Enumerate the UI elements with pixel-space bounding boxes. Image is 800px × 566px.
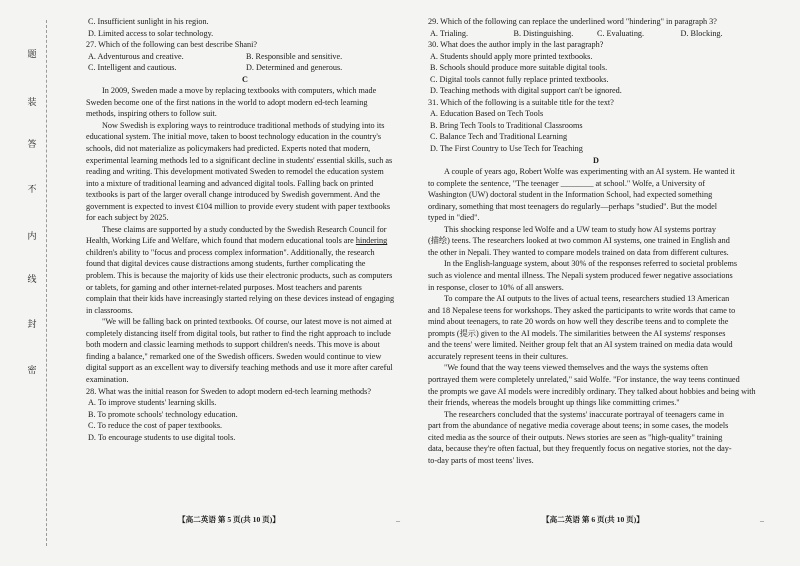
text-line: prompts (提示) given to the AI models. The similarities between the AI systems' responses: [428, 328, 726, 338]
q27-options-row-2: [86, 62, 404, 74]
q27-option-a: A. Adventurous and creative.: [88, 51, 184, 61]
binding-char: 不: [27, 184, 37, 194]
q30-option-c: C. Digital tools cannot fully replace printed textbooks.: [430, 74, 609, 84]
q28-option-a: A. To improve students' learning skills.: [88, 398, 217, 408]
binding-char: 内: [27, 231, 37, 241]
text-line: complain that their kids have increasingly started relying on these devices instead of engaging: [86, 294, 395, 304]
question-31: 31. Which of the following is a suitable title for the text?: [428, 97, 614, 107]
passage-c-para-1: [86, 85, 404, 120]
q27-option-c: C. Intelligent and cautious.: [88, 63, 177, 73]
question-29: 29. Which of the following can replace the underlined word "hindering" in paragraph 3?: [428, 17, 717, 26]
text-line: Washington (UW) doctoral student in the Information School, had expected something: [428, 190, 713, 200]
text-segment: Health, Working Life and Welfare, which found that modern educational tools are: [86, 236, 356, 246]
question-27: 27. Which of the following can best describe Shani?: [86, 40, 258, 50]
option-c-prev: C. Insufficient sunlight in his region.: [88, 17, 209, 26]
q28-option-b: B. To promote schools' technology education.: [88, 409, 238, 419]
text-line: In the English-language system, about 30% of the responses referred to societal problems: [444, 259, 738, 269]
text-line: experimental learning methods led to a significant decline in students' essential skills, such as: [86, 155, 393, 165]
text-line: for each subject by 2025.: [86, 213, 169, 223]
option-d-prev: D. Limited access to solar technology.: [88, 28, 214, 38]
text-line: methods, inspiring others to follow suit.: [86, 109, 217, 119]
text-line: (描绘) teens. The researchers looked at two common AI systems, one trained in English and: [428, 236, 730, 246]
binding-margin: [0, 0, 62, 566]
text-line: examination.: [86, 374, 129, 384]
q27-option-b: B. Responsible and sensitive.: [246, 51, 343, 61]
text-line: into a mixture of traditional learning and advanced digital tools. Falling back on printed: [86, 178, 374, 188]
q28-option-c: C. To reduce the cost of paper textbooks.: [88, 421, 223, 431]
binding-char: 答: [27, 139, 37, 149]
binding-char: 题: [27, 49, 37, 59]
q29-option-d: D. Blocking.: [680, 28, 723, 38]
q30-option-a: A. Students should apply more printed textbooks.: [430, 51, 593, 61]
left-footer-dash: –: [396, 516, 400, 525]
q27-options-row-1: [86, 51, 404, 63]
passage-d-para-3: [428, 258, 764, 293]
text-line: A couple of years ago, Robert Wolfe was experimenting with an AI system. He wanted it: [444, 167, 735, 177]
left-page-footer: 【高二英语 第 5 页(共 10 页)】: [178, 515, 280, 524]
q31-option-a: A. Education Based on Tech Tools: [430, 109, 544, 119]
text-line: mind about teenagers, to rate 20 words on how well they describe teens and to complete the: [428, 317, 729, 327]
q30-option-d: D. Teaching methods with digital support can't be ignored.: [430, 86, 622, 96]
text-line: children's ability to "focus and process complex information". Additionally, the research: [86, 247, 375, 257]
q29-option-b: B. Distinguishing.: [513, 28, 574, 38]
underlined-word-hindering: hindering: [355, 236, 388, 246]
text-line: accurately represent teens in their cultures.: [428, 351, 569, 361]
passage-d-para-4: [428, 293, 764, 362]
text-line: educational system. The initial move, taken to boost technology education in the country's: [86, 132, 382, 142]
text-line: to complete the sentence, "The teenager ________ at school." Wolfe, a University of: [428, 178, 706, 188]
text-line: data, because they're often factual, but they frequently focus on negative stories, not the day-: [428, 444, 732, 454]
right-footer-dash: –: [760, 516, 764, 525]
q29-option-a: A. Trialing.: [430, 28, 468, 38]
text-line: digital support as an excellent way to diversify teaching methods and use it more after careful: [86, 363, 393, 373]
text-line: finding a balance," remarked one of the Swedish officers. Sweden would continue to view: [86, 351, 382, 361]
q31-option-d: D. The First Country to Use Tech for Teaching: [430, 144, 583, 154]
text-line: [86, 235, 404, 247]
text-line: part from the abundance of negative media coverage about teens; in some cases, the models: [428, 421, 729, 431]
text-line: in response, closer to 10% of all answers.: [428, 282, 564, 292]
passage-c-para-3: [86, 224, 404, 316]
passage-d-para-2: [428, 224, 764, 259]
text-line: The researchers concluded that the systems' inaccurate portrayal of teenagers came in: [444, 409, 724, 419]
text-line: found that digital devices cause distractions among students, further complicating the: [86, 259, 366, 269]
text-line: textbooks is part of the larger overall change introduced by Swedish government. And the: [86, 190, 381, 200]
section-c-heading: C: [242, 74, 248, 84]
binding-char: 密: [27, 365, 37, 375]
text-line: To compare the AI outputs to the lives of actual teens, researchers studied 13 American: [444, 294, 730, 304]
left-column: [86, 16, 404, 443]
text-line: and the teens' were limited. Neither group felt that an AI system trained on media data would: [428, 340, 733, 350]
text-line: In 2009, Sweden made a move by replacing textbooks with computers, which made: [102, 86, 377, 96]
text-line: to-day parts of most teens' lives.: [428, 455, 534, 465]
q30-option-b: B. Schools should produce more suitable digital tools.: [430, 63, 608, 73]
text-line: ordinary, something that most teenagers do regularly—perhaps "studied". But the model: [428, 201, 718, 211]
text-line: portrayed them were completely unrelated," said Wolfe. "For instance, the way teens continued: [428, 374, 740, 384]
q31-option-b: B. Bring Tech Tools to Traditional Classrooms: [430, 120, 583, 130]
q29-option-c: C. Evaluating.: [597, 28, 645, 38]
passage-c-para-4: [86, 316, 404, 385]
binding-char: 装: [27, 97, 37, 107]
q29-options-row: [428, 28, 764, 40]
passage-d-para-6: [428, 409, 764, 467]
question-30: 30. What does the author imply in the last paragraph?: [428, 40, 604, 50]
q28-option-d: D. To encourage students to use digital tools.: [88, 432, 236, 442]
text-line: both modern and classic learning methods to support children's needs. This move is about: [86, 340, 380, 350]
q31-option-c: C. Balance Tech and Traditional Learning: [430, 132, 568, 142]
text-line: This shocking response led Wolfe and a UW team to study how AI systems portray: [444, 224, 716, 234]
right-column: [428, 16, 764, 466]
question-28: 28. What was the initial reason for Sweden to adopt modern ed-tech learning methods?: [86, 386, 371, 396]
text-line: Now Swedish is exploring ways to reintroduce traditional methods of studying into its: [102, 120, 385, 130]
text-line: typed in "died".: [428, 213, 480, 223]
text-line: such as violence and mental illness. The Nepali system produced fewer negative associations: [428, 271, 733, 281]
right-page-footer: 【高二英语 第 6 页(共 10 页)】: [542, 515, 644, 524]
text-line: completely distancing itself from digital tools, but rather to find the right approach to include: [86, 328, 391, 338]
text-line: problem. This is because the majority of kids use their electronic products, such as computers: [86, 271, 393, 281]
text-line: and 18 Nepalese teens for workshops. They asked the participants to write words that came to: [428, 305, 736, 315]
text-line: schools, did not materialize as policymakers had predicted. Experts noted that modern,: [86, 144, 371, 154]
binding-char: 封: [27, 319, 37, 329]
section-d-heading: D: [593, 155, 599, 165]
text-line: cited media as the source of their outputs. News stories are seen as "high-quality" training: [428, 432, 723, 442]
text-line: or tablets, for gaming and other internet-related purposes. Most teachers and parents: [86, 282, 362, 292]
text-line: their friends, whereas the models brought up things like committing crimes.": [428, 398, 680, 408]
text-line: in classrooms.: [86, 305, 133, 315]
text-line: Sweden become one of the first nations in the world to adopt modern ed-tech learning: [86, 97, 368, 107]
text-line: government is expected to invest €104 million to provide every student with paper textbooks: [86, 201, 391, 211]
passage-d-para-1: [428, 166, 764, 224]
binding-char: 线: [27, 274, 37, 284]
q27-option-d: D. Determined and generous.: [246, 63, 343, 73]
passage-c-para-2: [86, 120, 404, 224]
text-line: reading and writing. This development motivated Sweden to remodel the education system: [86, 167, 384, 177]
passage-d-para-5: [428, 362, 764, 408]
text-line: the prompts we gave AI models were incredibly ordinary. They talked about hobbies and being with: [428, 386, 756, 396]
text-line: the other in Nepali. They wanted to compare models trained on data from different cultures.: [428, 247, 729, 257]
text-line: These claims are supported by a study conducted by the Swedish Research Council for: [102, 224, 387, 234]
binding-dashed-line: [46, 20, 47, 546]
text-line: "We will be falling back on printed textbooks. Of course, our latest move is not aimed at: [102, 317, 392, 327]
text-line: "We found that the way teens viewed themselves and the ways the systems often: [444, 363, 708, 373]
